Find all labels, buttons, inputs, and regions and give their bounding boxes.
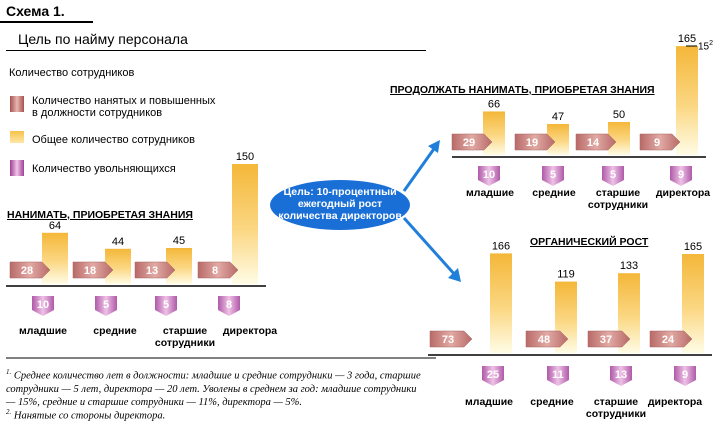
s1-cap-middle: средние [93, 325, 137, 337]
footnote-1-line3: — 15%, средние и старшие сотрудники — 11%, директора — 5%. [6, 396, 303, 408]
scenario1-title: НАНИМАТЬ, ПРИОБРЕТАЯ ЗНАНИЯ [7, 209, 193, 221]
s2-hired-label-junior: 29 [462, 137, 476, 149]
figure-subtitle: Цель по найму персонала [18, 31, 188, 47]
callout-line3: количества директоров [278, 210, 402, 222]
s2-leaving-label-junior: 10 [482, 169, 496, 181]
footnote-1-line1: Среднее количество лет в должности: младшие и средние сотрудники — 3 года, старшие [13, 370, 421, 382]
s2-total-label-middle: 47 [551, 110, 565, 123]
s2-total-label-directors: 165 [677, 33, 697, 46]
s1-total-bar-directors [232, 164, 258, 284]
scenario2-note-mark: 2 [709, 40, 714, 47]
s2-hired-label-senior: 14 [586, 137, 600, 149]
legend-header: Количество сотрудников [9, 67, 135, 79]
callout-bubble [270, 178, 410, 228]
arrow-to-scenario3 [404, 218, 456, 276]
s3-cap-senior-line1: старшие [593, 396, 639, 408]
s3-leaving-label-directors: 9 [681, 369, 689, 381]
s2-total-bar-junior [483, 111, 505, 155]
s1-hired-label-senior: 13 [145, 265, 159, 277]
scenario2-title: ПРОДОЛЖАТЬ НАНИМАТЬ, ПРИОБРЕТАЯ ЗНАНИЯ [390, 84, 655, 96]
scenario2-note-value: 15 [698, 41, 710, 53]
s1-hired-label-middle: 18 [83, 265, 97, 277]
callout-line2: ежегодный рост [297, 198, 383, 210]
legend-leaving: Количество увольняющихся [32, 163, 176, 175]
s3-cap-directors: директора [647, 396, 703, 408]
s1-hired-label-junior: 28 [20, 265, 34, 277]
s2-cap-directors: директора [655, 187, 711, 199]
scenario2-note [698, 40, 713, 52]
s2-total-label-senior: 50 [612, 109, 626, 121]
footnote-1-line2: сотрудники — 5 лет, директора — 20 лет. Уволены в среднем за год: младшие сотрудники [6, 383, 417, 395]
s1-cap-junior: младшие [19, 325, 67, 337]
s2-total-bar-directors [676, 46, 698, 155]
s3-total-label-middle: 119 [557, 268, 575, 281]
s3-hired-label-middle: 48 [537, 334, 551, 346]
s3-cap-senior-line2: сотрудники [585, 408, 647, 420]
s1-cap-senior-line2: сотрудники [154, 337, 216, 349]
s1-total-label-senior: 45 [172, 235, 186, 247]
legend-total: Общее количество сотрудников [32, 134, 195, 146]
s1-cap-directors: директора [222, 325, 278, 337]
s1-hired-label-directors: 8 [211, 265, 219, 277]
footnote-1-mark: 1. [6, 368, 12, 376]
s1-total-label-middle: 44 [111, 235, 125, 248]
s2-total-label-junior: 66 [487, 98, 501, 111]
s3-total-bar-junior [490, 253, 512, 353]
s1-cap-senior [145, 325, 225, 349]
s3-hired-label-junior: 73 [441, 334, 455, 346]
s2-cap-junior: младшие [466, 187, 514, 199]
s2-cap-senior-line1: старшие [595, 187, 641, 199]
s2-leaving-label-directors: 9 [677, 169, 685, 181]
s2-cap-middle: средние [532, 187, 576, 199]
s2-cap-senior [578, 187, 658, 211]
s3-hired-label-directors: 24 [661, 334, 675, 346]
scenario3-title: ОРГАНИЧЕСКИЙ РОСТ [530, 236, 649, 248]
s1-leaving-label-senior: 5 [162, 299, 170, 311]
legend-hired-line2: в должности сотрудников [32, 107, 163, 119]
s3-total-label-senior: 133 [619, 260, 639, 273]
figure-title: Схема 1. [6, 3, 65, 19]
s1-leaving-label-directors: 8 [225, 299, 233, 311]
s2-cap-senior-line2: сотрудники [587, 199, 649, 211]
s3-leaving-label-junior: 25 [486, 369, 500, 381]
s3-total-label-directors: 165 [683, 241, 703, 253]
s1-total-label-directors: 150 [235, 151, 255, 163]
footnote-2 [6, 406, 436, 423]
s3-cap-junior: младшие [465, 396, 513, 408]
s2-hired-label-middle: 19 [525, 137, 539, 149]
legend-hired-line1: Количество нанятых и повышенных [32, 95, 216, 107]
s1-leaving-label-junior: 10 [36, 299, 50, 311]
s3-leaving-label-senior: 13 [614, 369, 628, 381]
s2-leaving-label-senior: 5 [609, 169, 617, 181]
s3-hired-label-senior: 37 [599, 334, 613, 346]
s3-leaving-label-middle: 11 [552, 369, 564, 381]
s1-total-bar-junior [42, 233, 68, 284]
s3-total-label-junior: 166 [491, 240, 511, 253]
s3-cap-middle: средние [530, 396, 574, 408]
s2-leaving-label-middle: 5 [549, 169, 557, 181]
s1-cap-senior-line1: старшие [162, 325, 208, 337]
footnote-2-text: Нанятые со стороны директора. [13, 410, 166, 422]
footnote-1 [6, 366, 436, 409]
s2-hired-label-directors: 9 [653, 137, 661, 149]
s1-total-label-junior: 64 [48, 219, 62, 232]
callout-line1: Цель: 10-процентный [283, 186, 397, 198]
footnote-2-mark: 2. [6, 408, 12, 416]
s1-leaving-label-middle: 5 [102, 299, 110, 311]
